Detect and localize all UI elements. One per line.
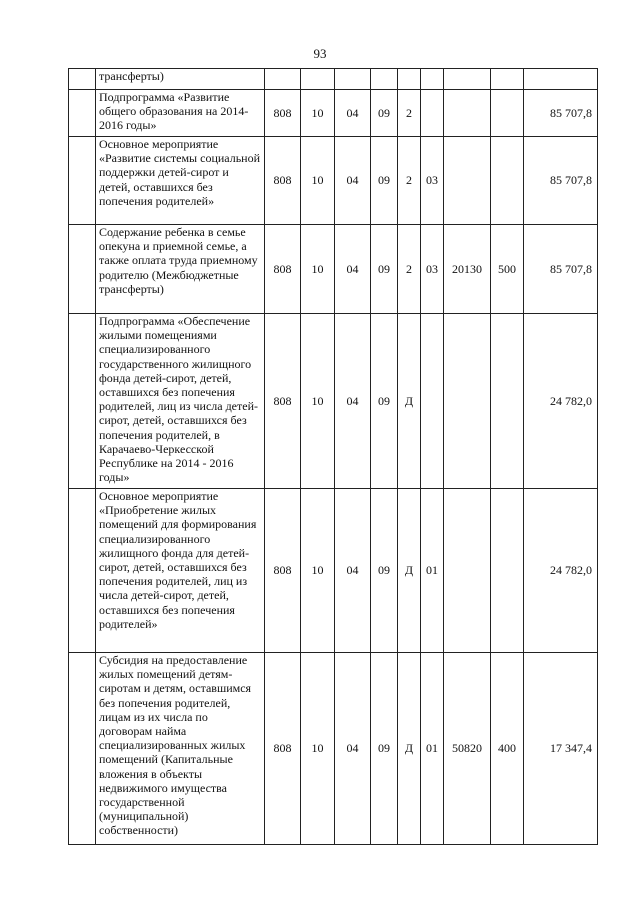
table-row [69, 137, 598, 225]
amount: 17 347,4 [524, 653, 598, 845]
blank-cell [69, 69, 96, 90]
subsection-code: 04 [335, 137, 371, 225]
program-code: 09 [371, 225, 398, 314]
event-code: 01 [421, 653, 444, 845]
subsection-code: 04 [335, 314, 371, 489]
subprogram-code: Д [398, 653, 421, 845]
amount: 85 707,8 [524, 137, 598, 225]
ministry-code: 808 [265, 90, 301, 137]
expense-type-code: 400 [491, 653, 524, 845]
section-code: 10 [301, 653, 335, 845]
ministry-code [265, 69, 301, 90]
direction-code [444, 137, 491, 225]
program-code: 09 [371, 314, 398, 489]
event-code: 03 [421, 137, 444, 225]
subsection-code [335, 69, 371, 90]
ministry-code: 808 [265, 225, 301, 314]
subprogram-code [398, 69, 421, 90]
event-code [421, 314, 444, 489]
page-number: 93 [313, 46, 327, 61]
ministry-code: 808 [265, 489, 301, 653]
table-row [69, 653, 598, 845]
blank-cell [69, 137, 96, 225]
section-code: 10 [301, 225, 335, 314]
event-code [421, 69, 444, 90]
program-code: 09 [371, 137, 398, 225]
ministry-code: 808 [265, 653, 301, 845]
ministry-code: 808 [265, 314, 301, 489]
amount: 24 782,0 [524, 314, 598, 489]
row-name: Основное мероприятие «Приобретение жилых помещений для формирования специализированного жилищного фонда для детей-сирот, детей, оставшихся без попечения родителей, лиц из числа детей-сирот, детей, оставшихся без попечения родителей» [96, 489, 265, 653]
blank-cell [69, 314, 96, 489]
table-row [69, 225, 598, 314]
direction-code [444, 69, 491, 90]
subprogram-code: 2 [398, 90, 421, 137]
expense-type-code [491, 314, 524, 489]
table-row [69, 90, 598, 137]
subsection-code: 04 [335, 90, 371, 137]
amount [524, 69, 598, 90]
event-code: 01 [421, 489, 444, 653]
row-name: Подпрограмма «Развитие общего образования на 2014-2016 годы» [96, 90, 265, 137]
amount: 85 707,8 [524, 225, 598, 314]
section-code: 10 [301, 489, 335, 653]
subprogram-code: 2 [398, 225, 421, 314]
row-name: Подпрограмма «Обеспечение жилыми помещениями специализированного государственного жилищного фонда детей-сирот, детей, оставшихся без попечения родителей, лиц из числа детей-сирот, детей, оставшихся без попечения родителей, в Карачаево-Черкесской Республике на 2014 - 2016 годы» [96, 314, 265, 489]
subprogram-code: Д [398, 489, 421, 653]
blank-cell [69, 225, 96, 314]
program-code: 09 [371, 489, 398, 653]
expense-type-code [491, 137, 524, 225]
program-code [371, 69, 398, 90]
direction-code: 20130 [444, 225, 491, 314]
row-name: Содержание ребенка в семье опекуна и приемной семье, а также оплата труда приемному родителю (Межбюджетные трансферты) [96, 225, 265, 314]
direction-code [444, 90, 491, 137]
amount: 24 782,0 [524, 489, 598, 653]
section-code: 10 [301, 90, 335, 137]
direction-code [444, 489, 491, 653]
row-name: трансферты) [96, 69, 265, 90]
blank-cell [69, 489, 96, 653]
blank-cell [69, 90, 96, 137]
amount: 85 707,8 [524, 90, 598, 137]
table-row [69, 314, 598, 489]
subprogram-code: Д [398, 314, 421, 489]
section-code [301, 69, 335, 90]
ministry-code: 808 [265, 137, 301, 225]
expense-type-code [491, 90, 524, 137]
section-code: 10 [301, 314, 335, 489]
table-row [69, 69, 598, 90]
subsection-code: 04 [335, 653, 371, 845]
direction-code: 50820 [444, 653, 491, 845]
event-code [421, 90, 444, 137]
subsection-code: 04 [335, 225, 371, 314]
budget-table [68, 68, 598, 845]
program-code: 09 [371, 90, 398, 137]
row-name: Субсидия на предоставление жилых помещений детям-сиротам и детям, оставшимся без попечения родителей, лицам из их числа по договорам найма специализированных жилых помещений (Капитальные вложения в объекты недвижимого имущества государственной (муниципальной) собственности) [96, 653, 265, 845]
row-name: Основное мероприятие «Развитие системы социальной поддержки детей-сирот и детей, оставшихся без попечения родителей» [96, 137, 265, 225]
subprogram-code: 2 [398, 137, 421, 225]
direction-code [444, 314, 491, 489]
blank-cell [69, 653, 96, 845]
expense-type-code: 500 [491, 225, 524, 314]
expense-type-code [491, 489, 524, 653]
expense-type-code [491, 69, 524, 90]
section-code: 10 [301, 137, 335, 225]
table-row [69, 489, 598, 653]
program-code: 09 [371, 653, 398, 845]
subsection-code: 04 [335, 489, 371, 653]
event-code: 03 [421, 225, 444, 314]
